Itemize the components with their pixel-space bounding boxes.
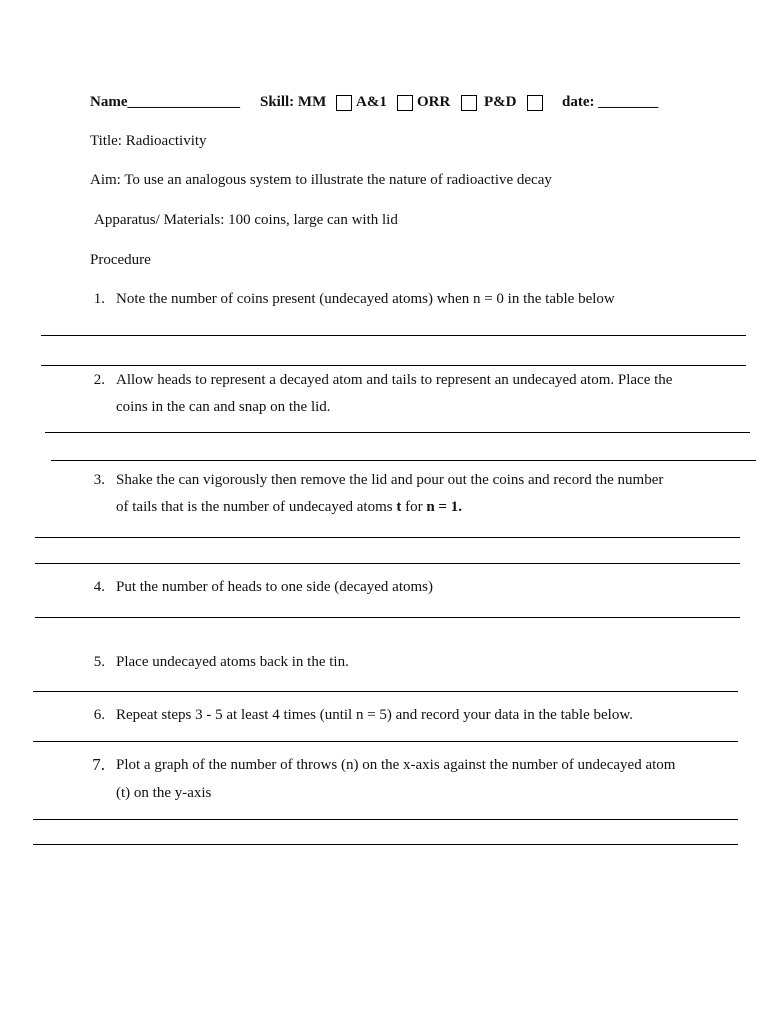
step-3-n-equals-1: n = 1. [426,499,462,515]
answer-line[interactable] [33,819,738,820]
step-6-number: 6. [93,707,105,723]
step-4-text: Put the number of heads to one side (decayed atoms) [116,579,433,595]
step-7-text-line1: Plot a graph of the number of throws (n) on the x-axis against the number of undecayed atom [116,757,676,773]
answer-line[interactable] [41,335,746,336]
step-4-number: 4. [93,579,105,595]
document-title: Title: Radioactivity [90,133,207,149]
step-3-number: 3. [93,472,105,488]
step-3-variable-t: t [396,499,402,515]
step-5-text: Place undecayed atoms back in the tin. [116,654,349,670]
answer-line[interactable] [33,691,738,692]
date-field-label[interactable]: date: ________ [562,94,659,110]
procedure-heading: Procedure [90,252,151,268]
skill-option-pd: P&D [484,94,517,110]
step-3-text-line2 [116,499,462,516]
step-7-number: 7. [92,755,105,774]
step-3-line2-mid: for [401,499,427,515]
step-2-number: 2. [93,372,105,388]
skill-option-orr: ORR [417,94,451,110]
name-field-label[interactable]: Name_______________ [90,94,240,110]
answer-line[interactable] [33,741,738,742]
step-3-line2-pre: of tails that is the number of undecayed atoms [116,499,397,515]
skill-mm-checkbox[interactable] [336,95,352,111]
skill-option-a1: A&1 [356,94,387,110]
skill-label: Skill: MM [260,94,327,110]
step-1-text: Note the number of coins present (undecayed atoms) when n = 0 in the table below [116,291,615,307]
step-5-number: 5. [93,654,105,670]
step-3-text-line1: Shake the can vigorously then remove the lid and pour out the coins and record the number [116,472,664,488]
answer-line[interactable] [51,460,756,461]
step-1-number: 1. [93,291,105,307]
skill-orr-checkbox[interactable] [461,95,477,111]
skill-a1-checkbox[interactable] [397,95,413,111]
answer-line[interactable] [45,432,750,433]
step-6-text: Repeat steps 3 - 5 at least 4 times (until n = 5) and record your data in the table below. [116,707,633,723]
answer-line[interactable] [35,537,740,538]
step-2-text-line1: Allow heads to represent a decayed atom and tails to represent an undecayed atom. Place the [116,372,673,388]
skill-pd-checkbox[interactable] [527,95,543,111]
step-2-text-line2: coins in the can and snap on the lid. [116,399,331,415]
apparatus-text: Apparatus/ Materials: 100 coins, large can with lid [94,212,398,228]
answer-line[interactable] [35,617,740,618]
step-7-text-line2: (t) on the y-axis [116,785,212,801]
aim-text: Aim: To use an analogous system to illustrate the nature of radioactive decay [90,172,552,188]
answer-line[interactable] [33,844,738,845]
answer-line[interactable] [35,563,740,564]
answer-line[interactable] [41,365,746,366]
